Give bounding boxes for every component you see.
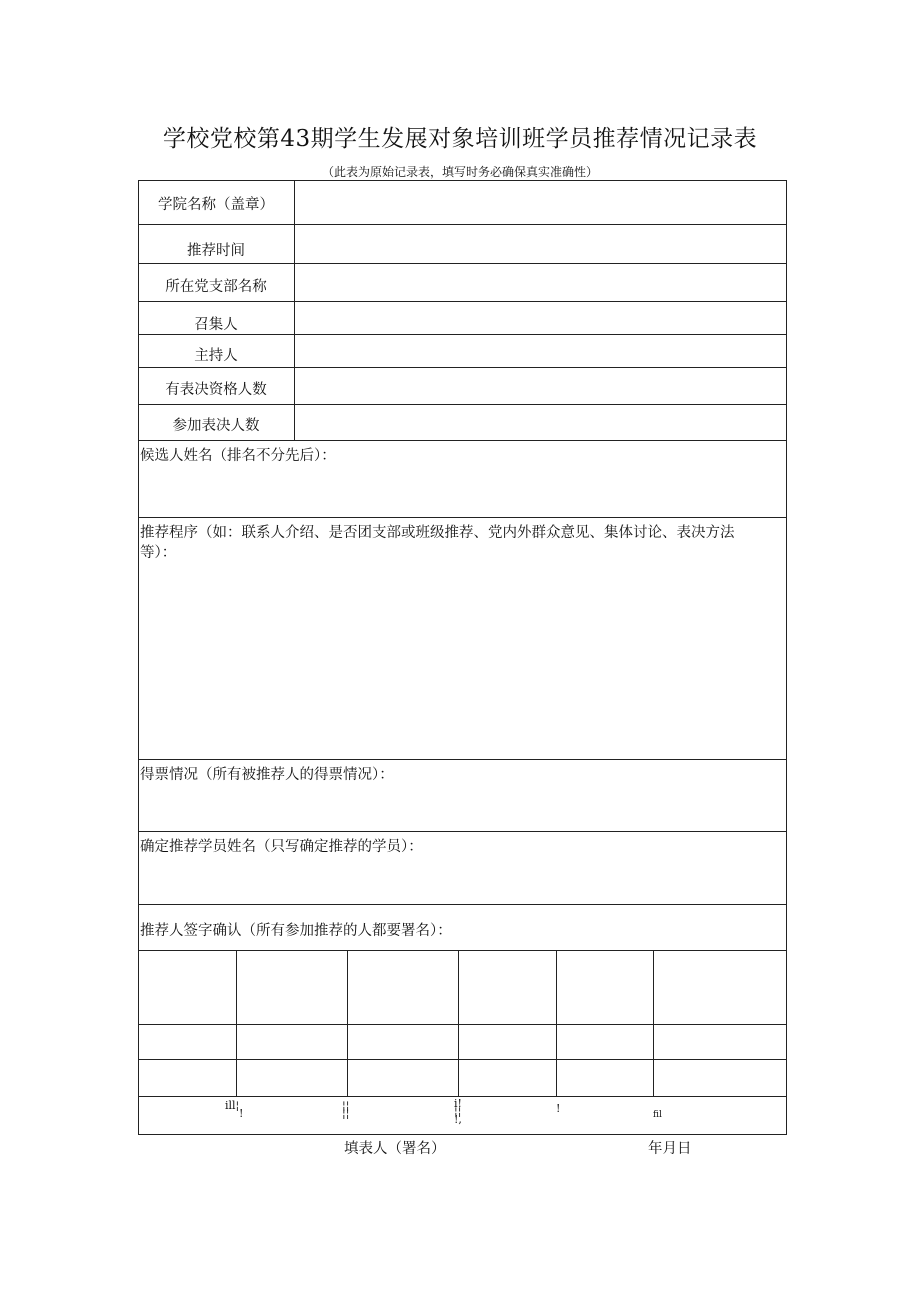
confirmed-label: 确定推荐学员姓名（只写确定推荐的学员）：	[140, 839, 423, 855]
signature-cell[interactable]	[654, 951, 786, 1024]
candidates-label: 候选人姓名（排名不分先后）：	[140, 448, 336, 464]
procedure-label: 推荐程序（如：联系人介绍、是否团支部或班级推荐、党内外群众意见、集体讨论、表决方法	[140, 525, 735, 541]
date-label: 年月日	[648, 1141, 692, 1157]
signature-cell[interactable]	[459, 951, 556, 1024]
grid-row-line	[138, 1096, 787, 1097]
scan-mark: ill¦ !	[225, 1099, 244, 1120]
confirmed-field[interactable]	[139, 855, 786, 903]
label-eligible: 有表决资格人数	[165, 382, 267, 398]
votes-field[interactable]	[139, 783, 786, 830]
scan-mark: ¦¦ ¦¦	[342, 1099, 350, 1120]
procedure-field[interactable]	[139, 562, 786, 758]
host-field[interactable]	[295, 335, 786, 367]
voters-field[interactable]	[295, 405, 786, 440]
time-field[interactable]	[295, 225, 786, 263]
procedure-label-cont: 等）：	[140, 545, 177, 561]
label-convener: 召集人	[194, 317, 238, 333]
scan-mark: fil	[653, 1110, 662, 1120]
eligible-field[interactable]	[295, 368, 786, 404]
page-subtitle: （此表为原始记录表，填写时务必确保真实准确性）	[321, 165, 598, 179]
label-voters: 参加表决人数	[172, 418, 260, 434]
signature-cell[interactable]	[237, 951, 347, 1024]
row-line	[138, 831, 787, 832]
signature-cell[interactable]	[348, 951, 458, 1024]
signature-cell[interactable]	[557, 951, 653, 1024]
grid-row-line	[138, 1024, 787, 1025]
grid-row-line	[138, 1059, 787, 1060]
record-form	[138, 180, 787, 1135]
border-bottom	[138, 1134, 787, 1135]
row-line	[138, 440, 787, 441]
row-line	[138, 904, 787, 905]
branch-field[interactable]	[295, 264, 786, 301]
label-time: 推荐时间	[187, 243, 245, 259]
signatures-label: 推荐人签字确认（所有参加推荐的人都要署名）：	[140, 923, 452, 939]
label-branch: 所在党支部名称	[165, 279, 267, 295]
row-line	[138, 517, 787, 518]
signature-cell[interactable]	[139, 951, 236, 1024]
candidates-field[interactable]	[139, 464, 786, 516]
filler-signature-label: 填表人（署名）	[344, 1141, 446, 1157]
college-field[interactable]	[295, 181, 786, 224]
scan-mark: !	[556, 1102, 561, 1115]
row-line	[138, 759, 787, 760]
label-college: 学院名称（盖章）	[158, 197, 274, 213]
convener-field[interactable]	[295, 302, 786, 334]
border-right	[786, 180, 787, 1135]
scan-mark: i! ¦¦ !,	[454, 1097, 462, 1126]
votes-label: 得票情况（所有被推荐人的得票情况）：	[140, 767, 394, 783]
label-host: 主持人	[194, 348, 238, 364]
page-title: 学校党校第43期学生发展对象培训班学员推荐情况记录表	[162, 126, 758, 152]
